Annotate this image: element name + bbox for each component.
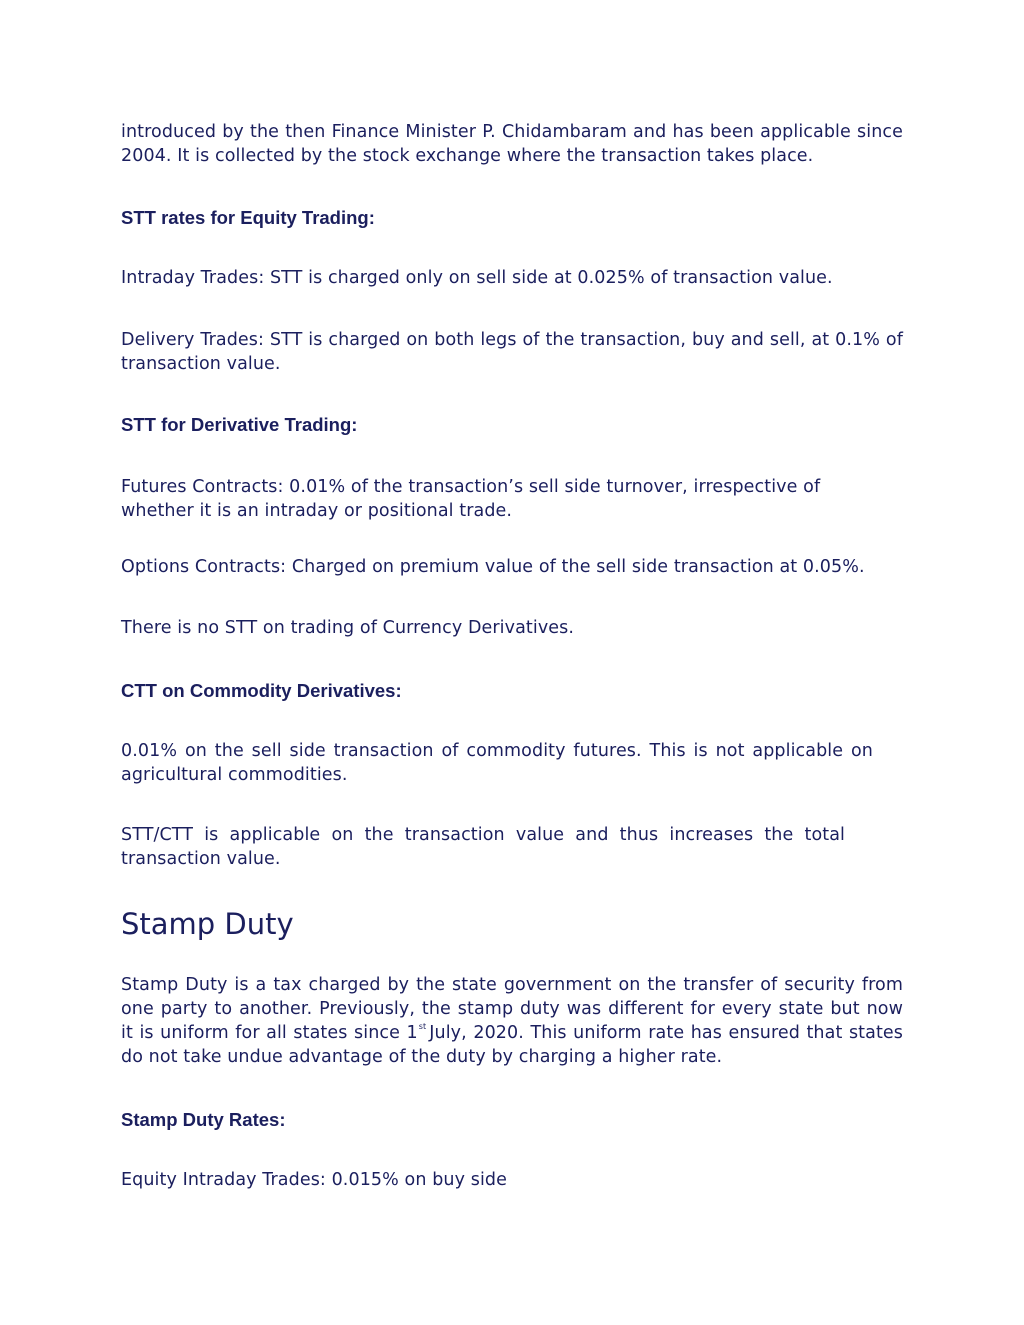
stamp-duty-rates-heading: Stamp Duty Rates: — [121, 1109, 286, 1130]
stamp-duty-text-b: July, 2020. This uniform rate has ensured that states do not take undue advantage of the duty by charging a higher rate. — [121, 1023, 903, 1067]
futures-contracts-paragraph: Futures Contracts: 0.01% of the transaction’s sell side turnover, irrespective of whether it is an intraday or positional trade. — [121, 477, 821, 521]
stamp-duty-text-a: Stamp Duty is a tax charged by the state government on the transfer of security from one party to another. Previously, the stamp duty was different for every state but now it is uniform for all states since 1 — [121, 975, 903, 1043]
derivative-trading-heading: STT for Derivative Trading: — [121, 414, 358, 435]
ordinal-suffix: st — [418, 1022, 427, 1031]
delivery-trades-paragraph: Delivery Trades: STT is charged on both legs of the transaction, buy and sell, at 0.1% of transaction value. — [121, 330, 903, 374]
options-contracts-paragraph: Options Contracts: Charged on premium value of the sell side transaction at 0.05%. — [121, 557, 865, 577]
equity-intraday-stamp-paragraph: Equity Intraday Trades: 0.015% on buy side — [121, 1170, 507, 1190]
stt-ctt-paragraph: STT/CTT is applicable on the transaction value and thus increases the total transaction value. — [121, 825, 845, 869]
stamp-duty-heading: Stamp Duty — [121, 907, 294, 941]
equity-trading-heading: STT rates for Equity Trading: — [121, 207, 375, 228]
commodity-derivatives-heading: CTT on Commodity Derivatives: — [121, 680, 402, 701]
commodity-paragraph: 0.01% on the sell side transaction of commodity futures. This is not applicable on agricultural commodities. — [121, 741, 873, 785]
stamp-duty-paragraph — [121, 973, 903, 1069]
currency-derivatives-paragraph: There is no STT on trading of Currency Derivatives. — [121, 618, 575, 638]
intro-paragraph: introduced by the then Finance Minister P. Chidambaram and has been applicable since 2004. It is collected by the stock exchange where the transaction takes place. — [121, 122, 903, 166]
intraday-trades-paragraph: Intraday Trades: STT is charged only on sell side at 0.025% of transaction value. — [121, 268, 833, 288]
